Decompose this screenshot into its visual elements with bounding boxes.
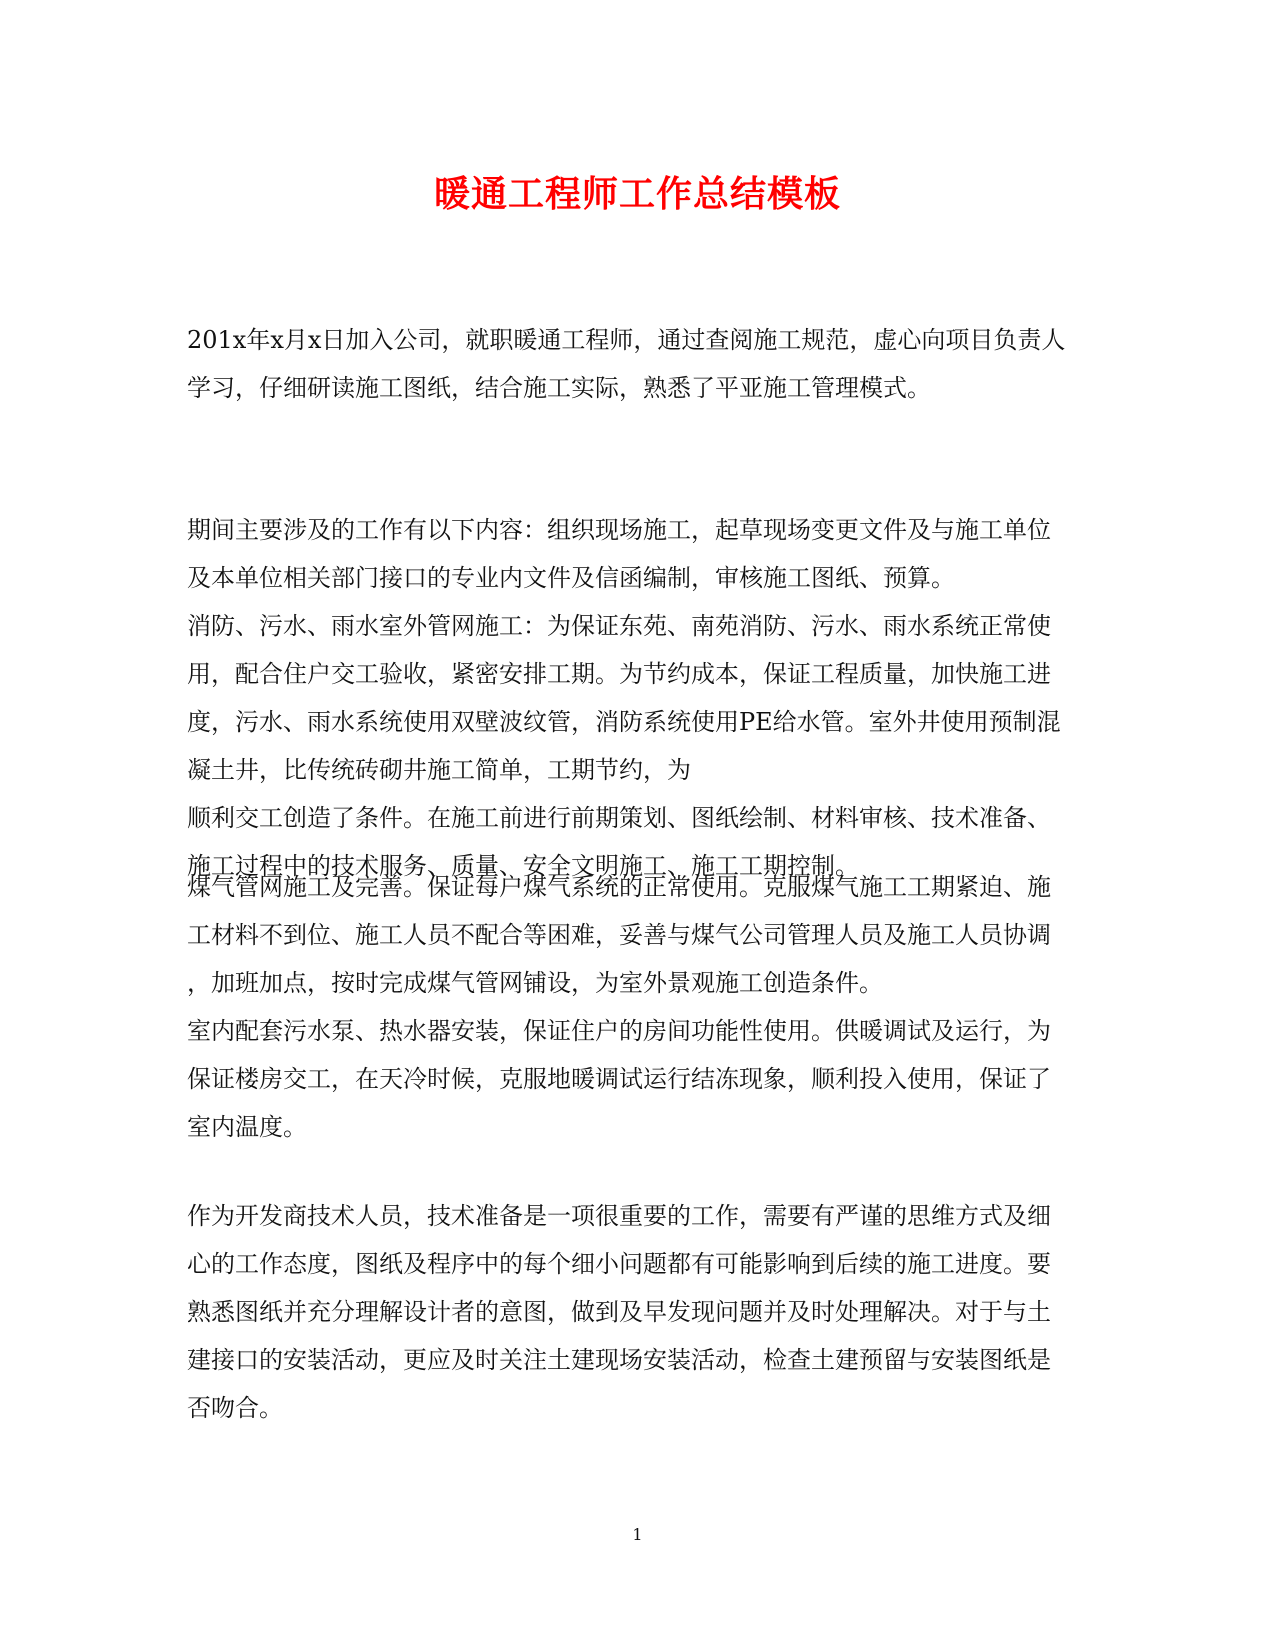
text-line: 建接口的安装活动，更应及时关注土建现场安装活动，检查土建预留与安装图纸是 (187, 1346, 1051, 1374)
text-line: 作为开发商技术人员，技术准备是一项很重要的工作，需要有严谨的思维方式及细 (187, 1202, 1051, 1230)
text-line: 学习，仔细研读施工图纸，结合施工实际，熟悉了平亚施工管理模式。 (187, 374, 931, 402)
text-line: 顺利交工创造了条件。在施工前进行前期策划、图纸绘制、材料审核、技术准备、 (187, 804, 1051, 832)
text-line: 工材料不到位、施工人员不配合等困难，妥善与煤气公司管理人员及施工人员协调 (187, 921, 1051, 949)
text-line: 201x年x月x日加入公司，就职暖通工程师，通过查阅施工规范，虚心向项目负责人 (187, 326, 1066, 354)
text-line: 否吻合。 (187, 1394, 283, 1422)
text-line: 用，配合住户交工验收，紧密安排工期。为节约成本，保证工程质量，加快施工进 (187, 660, 1051, 688)
text-line: 度，污水、雨水系统使用双壁波纹管，消防系统使用PE给水管。室外井使用预制混 (187, 708, 1061, 736)
text-line: 施工过程中的技术服务、质量、安全文明施工、施工工期控制。 (187, 852, 859, 880)
paragraph-block-1 (187, 316, 1092, 412)
text-line: ，加班加点，按时完成煤气管网铺设，为室外景观施工创造条件。 (187, 969, 883, 997)
text-line: 消防、污水、雨水室外管网施工：为保证东苑、南苑消防、污水、雨水系统正常使 (187, 612, 1051, 640)
text-line: 煤气管网施工及完善。保证每户煤气系统的正常使用。克服煤气施工工期紧迫、施 (187, 873, 1051, 901)
text-line: 及本单位相关部门接口的专业内文件及信函编制，审核施工图纸、预算。 (187, 564, 955, 592)
text-line: 凝土井，比传统砖砌井施工简单，工期节约，为 (187, 756, 691, 784)
text-line: 期间主要涉及的工作有以下内容：组织现场施工，起草现场变更文件及与施工单位 (187, 516, 1051, 544)
text-line: 熟悉图纸并充分理解设计者的意图，做到及早发现问题并及时处理解决。对于与土 (187, 1298, 1051, 1326)
paragraph-block-4 (187, 1192, 1092, 1432)
text-line: 心的工作态度，图纸及程序中的每个细小问题都有可能影响到后续的施工进度。要 (187, 1250, 1051, 1278)
text-line: 室内配套污水泵、热水器安装，保证住户的房间功能性使用。供暖调试及运行，为 (187, 1017, 1051, 1045)
document-title: 暖通工程师工作总结模板 (433, 173, 841, 215)
paragraph-block-2 (187, 506, 1092, 890)
paragraph-block-3 (187, 863, 1092, 1151)
text-line: 室内温度。 (187, 1113, 307, 1141)
text-line: 保证楼房交工，在天冷时候，克服地暖调试运行结冻现象，顺利投入使用，保证了 (187, 1065, 1051, 1093)
page-number: 1 (632, 1525, 643, 1544)
